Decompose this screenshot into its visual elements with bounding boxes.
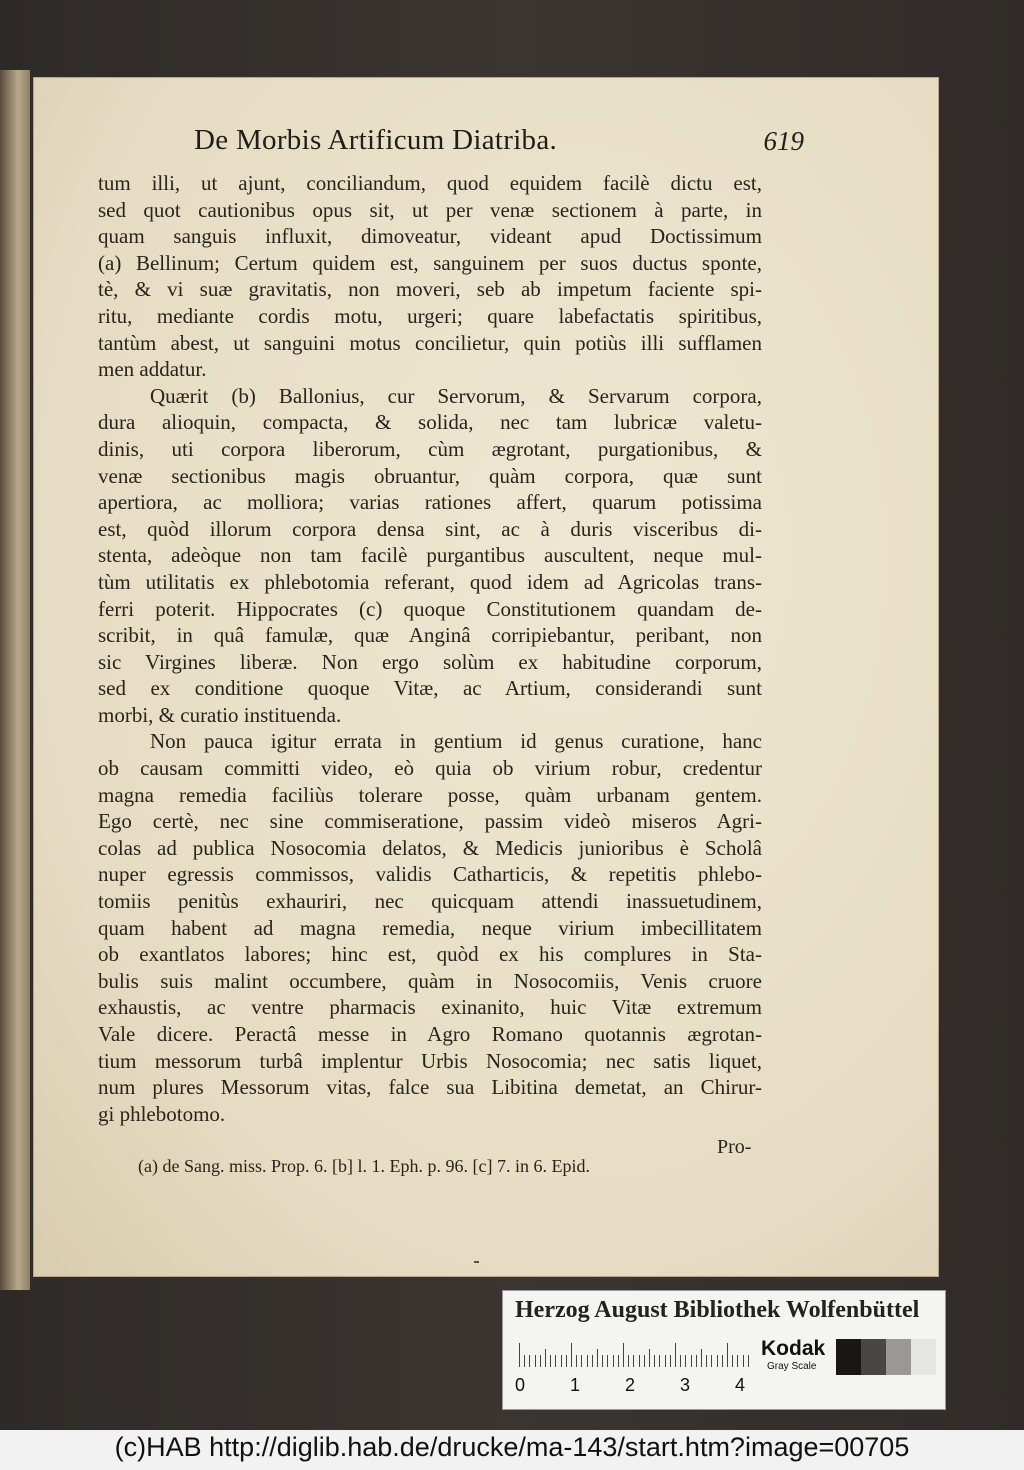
text-line: Vale dicere. Peractâ messe in Agro Romano quotannis ægrotan-	[98, 1022, 762, 1046]
text-line: (a) Bellinum; Certum quidem est, sanguinem per suos ductus sponte,	[98, 250, 762, 275]
text-line: sed ex conditione quoque Vitæ, ac Artium, considerandi sunt	[98, 676, 762, 701]
ruler-tick	[524, 1355, 525, 1367]
gray-swatch	[836, 1339, 861, 1375]
gray-scale-swatches	[836, 1339, 936, 1375]
running-head	[194, 124, 804, 168]
text-line: Quærit (b) Ballonius, cur Servorum, & Servarum corpora,	[150, 383, 762, 408]
body-text	[98, 170, 762, 1127]
text-line: stenta, adeòque non tam facilè purgantibus auscultent, neque mul-	[98, 543, 762, 568]
page-number: 619	[763, 126, 804, 156]
ruler-tick	[587, 1355, 588, 1367]
book-page	[34, 78, 938, 1276]
ruler-tick	[555, 1355, 556, 1367]
running-title: De Morbis Artificum Diatriba.	[194, 124, 558, 156]
source-url: (c)HAB http://diglib.hab.de/drucke/ma-143/start.htm?image=00705	[114, 1432, 910, 1462]
ruler-tick	[633, 1355, 634, 1367]
ruler-number: 0	[515, 1375, 526, 1395]
ruler-tick	[665, 1355, 666, 1367]
ruler-tick	[732, 1355, 733, 1367]
text-line: ob exantlatos labores; hinc est, quòd ex his complures in Sta-	[98, 942, 762, 967]
text-line: venæ sectionibus magis obruantur, quàm corpora, quæ sunt	[98, 463, 762, 488]
text-line: Non pauca igitur errata in gentium id genus curatione, hanc	[150, 729, 762, 754]
ruler-tick	[623, 1343, 624, 1367]
text-line: bulis suis malint occumbere, quàm in Nosocomiis, Venis cruore	[98, 968, 762, 993]
ruler-tick	[535, 1355, 536, 1367]
gray-swatch	[861, 1339, 886, 1375]
ruler-tick	[685, 1355, 686, 1367]
ruler-tick	[649, 1349, 650, 1367]
text-line: Ego certè, nec sine commiseratione, passim videò miseros Agri-	[98, 809, 762, 834]
ruler-number: 1	[570, 1375, 581, 1395]
ruler-tick	[566, 1355, 567, 1367]
text-line: sic Virgines liberæ. Non ergo solùm ex habitudine corporum,	[98, 649, 762, 674]
scale-ruler	[513, 1339, 749, 1395]
ruler-tick	[628, 1355, 629, 1367]
ruler-tick	[592, 1355, 593, 1367]
text-line: ferri poterit. Hippocrates (c) quoque Constitutionem quandam de-	[98, 596, 762, 621]
ruler-tick	[748, 1355, 749, 1367]
ruler-tick	[737, 1355, 738, 1367]
gray-swatch	[911, 1339, 936, 1375]
ruler-tick	[597, 1349, 598, 1367]
ruler-tick	[529, 1355, 530, 1367]
text-line: quam sanguis influxit, dimoveatur, videant apud Doctissimum	[98, 224, 762, 249]
text-line: morbi, & curatio instituenda.	[98, 702, 342, 727]
ruler-tick	[618, 1355, 619, 1367]
ruler-tick	[613, 1355, 614, 1367]
ruler-tick	[691, 1355, 692, 1367]
gray-swatch	[886, 1339, 911, 1375]
text-line: colas ad publica Nosocomia delatos, & Medicis junioribus è Scholâ	[98, 835, 762, 860]
library-name: Herzog August Bibliothek Wolfenbüttel	[515, 1297, 920, 1323]
text-line: tomiis penitùs exhauriri, nec quicquam attendi inassuetudinem,	[98, 889, 762, 914]
ruler-tick	[545, 1349, 546, 1367]
ruler-tick	[670, 1355, 671, 1367]
ruler-tick	[561, 1355, 562, 1367]
page-mark	[474, 1261, 479, 1263]
kodak-logo: Kodak	[761, 1337, 826, 1360]
text-line: apertiora, ac molliora; varias rationes affert, quarum potissima	[98, 490, 762, 515]
ruler-tick	[706, 1355, 707, 1367]
ruler-tick	[717, 1355, 718, 1367]
text-line: tùm utilitatis ex phlebotomia referant, quod idem ad Agricolas trans-	[98, 569, 762, 594]
text-line: num plures Messorum vitas, falce sua Libitina demetat, an Chirur-	[98, 1075, 762, 1100]
text-line: ob causam committi video, eò quia ob virium robur, credentur	[98, 756, 762, 781]
ruler-tick	[722, 1355, 723, 1367]
ruler-tick	[540, 1355, 541, 1367]
facing-page-edge	[0, 70, 30, 1290]
text-line: exhaustis, ac ventre pharmacis exinanito, huic Vitæ extremum	[98, 995, 762, 1020]
text-line: men addatur.	[98, 357, 207, 382]
text-line: tium messorum turbâ implentur Urbis Nosocomia; nec satis liquet,	[98, 1048, 762, 1073]
ruler-tick	[550, 1355, 551, 1367]
ruler-number: 4	[735, 1375, 746, 1395]
text-line: quam habent ad magna remedia, neque virium imbecillitatem	[98, 915, 762, 940]
text-line: est, quòd illorum corpora densa sint, ac à duris visceribus di-	[98, 516, 762, 541]
ruler-tick	[711, 1355, 712, 1367]
ruler-number: 3	[680, 1375, 691, 1395]
ruler-tick	[659, 1355, 660, 1367]
text-line: dinis, uti corpora liberorum, cùm ægrotant, purgationibus, &	[98, 436, 762, 461]
text-line: scribit, in quâ famulæ, quæ Anginâ corripiebantur, peribant, non	[98, 623, 762, 648]
text-line: nuper egressis commissos, validis Catharticis, & repetitis phlebo-	[98, 862, 762, 887]
ruler-number: 2	[625, 1375, 636, 1395]
library-color-card	[502, 1290, 946, 1410]
ruler-tick	[519, 1343, 520, 1367]
text-line: ritu, mediante cordis motu, urgeri; quare labefactatis spiritibus,	[98, 303, 762, 328]
ruler-tick	[701, 1349, 702, 1367]
ruler-tick	[607, 1355, 608, 1367]
ruler-tick	[602, 1355, 603, 1367]
ruler-tick	[571, 1343, 572, 1367]
ruler-tick	[644, 1355, 645, 1367]
text-line: tè, & vi suæ gravitatis, non moveri, seb ab impetum faciente spi-	[98, 277, 762, 302]
ruler-tick	[581, 1355, 582, 1367]
text-line: tantùm abest, ut sanguini motus concilietur, quin potiùs illi sufflamen	[98, 330, 762, 355]
ruler-tick	[675, 1343, 676, 1367]
ruler-tick	[680, 1355, 681, 1367]
ruler-tick	[654, 1355, 655, 1367]
gray-scale-label: Gray Scale	[767, 1361, 817, 1372]
ruler-tick	[743, 1355, 744, 1367]
ruler-tick	[696, 1355, 697, 1367]
footer-bar	[0, 1430, 1024, 1470]
catchword: Pro-	[717, 1136, 752, 1158]
text-line: tum illi, ut ajunt, conciliandum, quod equidem facilè dictu est,	[98, 171, 762, 195]
footnotes: (a) de Sang. miss. Prop. 6. [b] l. 1. Eph. p. 96. [c] 7. in 6. Epid.	[138, 1156, 590, 1176]
text-line: sed quot cautionibus opus sit, ut per venæ sectionem à parte, in	[98, 197, 762, 222]
ruler-tick	[639, 1355, 640, 1367]
text-line: dura alioquin, compacta, & solida, nec tam lubricæ valetu-	[98, 410, 762, 435]
ruler-tick	[576, 1355, 577, 1367]
ruler-tick	[727, 1343, 728, 1367]
text-line: gi phlebotomo.	[98, 1101, 226, 1126]
text-line: magna remedia faciliùs tolerare posse, quàm urbanam gentem.	[98, 782, 762, 807]
